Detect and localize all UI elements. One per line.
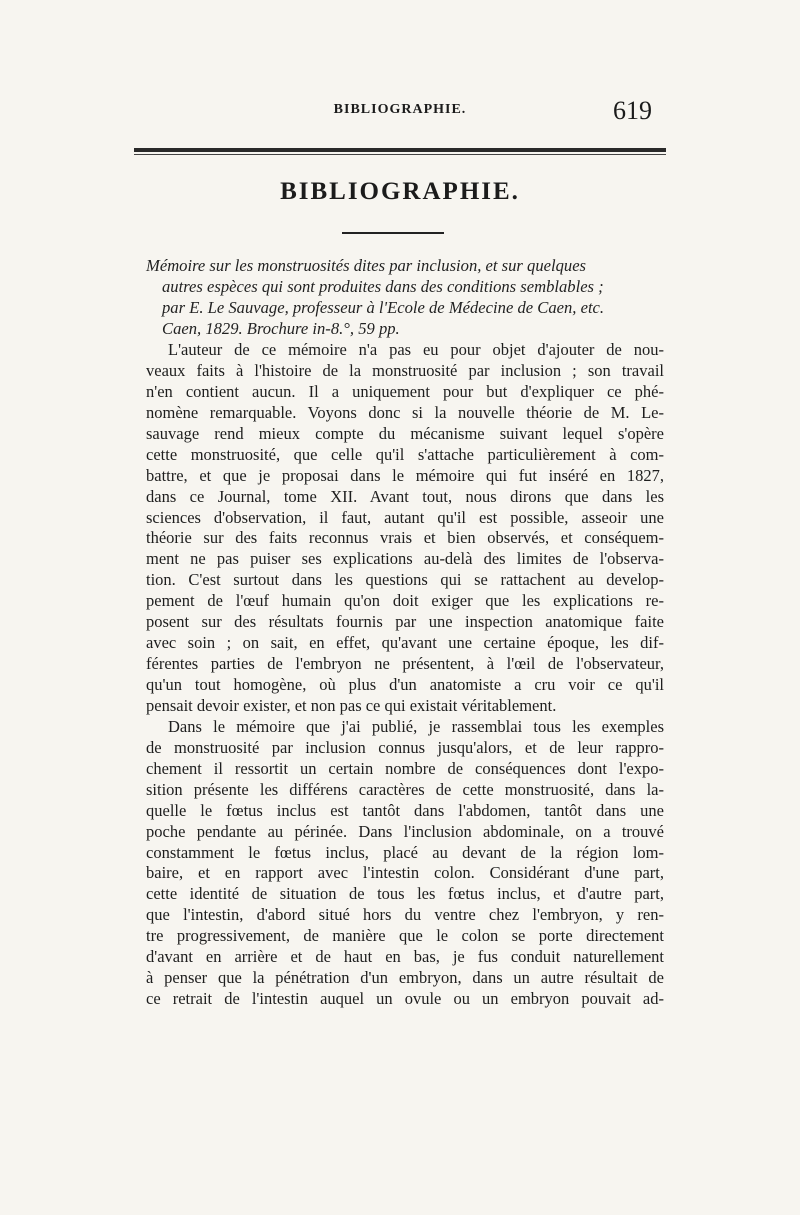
page-number: 619 bbox=[613, 96, 652, 125]
text-line: baire, et en rapport avec l'intestin colon. Considérant d'une part, bbox=[146, 863, 664, 883]
citation-line: Caen, 1829. Brochure in-8.°, 59 pp. bbox=[162, 319, 400, 338]
section-title: BIBLIOGRAPHIE. bbox=[280, 178, 520, 205]
text-line: poche pendante au périnée. Dans l'inclusion abdominale, on a trouvé bbox=[146, 821, 664, 841]
text-line: chement il ressortit un certain nombre de conséquences dont l'expo- bbox=[146, 758, 664, 778]
text-line: dans ce Journal, tome XII. Avant tout, nous dirons que dans les bbox=[146, 486, 664, 506]
text-line: veaux faits à l'histoire de la monstruosité par inclusion ; son travail bbox=[146, 360, 664, 380]
text-line: de monstruosité par inclusion connus jusqu'alors, et de leur rappro- bbox=[146, 737, 664, 757]
text-line: à penser que la pénétration d'un embryon, dans un autre résultait de bbox=[146, 968, 664, 988]
text-line: nomène remarquable. Voyons donc si la nouvelle théorie de M. Le- bbox=[146, 402, 664, 422]
text-line: constamment le fœtus inclus, placé au devant de la région lom- bbox=[146, 842, 664, 862]
text-line: Dans le mémoire que j'ai publié, je rassemblai tous les exemples bbox=[168, 716, 664, 736]
text-line: théorie sur des faits reconnus vrais et bien observés, et conséquem- bbox=[146, 528, 664, 548]
running-head bbox=[140, 96, 660, 130]
text-line: ce retrait de l'intestin auquel un ovule ou un embryon pouvait ad- bbox=[146, 989, 664, 1009]
text-line: posent sur des résultats fournis par une inspection anatomique faite bbox=[146, 612, 664, 632]
text-line: sauvage rend mieux compte du mécanisme suivant lequel s'opère bbox=[146, 423, 664, 443]
text-line: qu'un tout homogène, où plus d'un anatomiste a cru voir ce qu'il bbox=[146, 675, 664, 694]
text-line: n'en contient aucun. Il a uniquement pour but d'expliquer ce phé- bbox=[146, 381, 664, 401]
text-line: pensait devoir exister, et non pas ce qui existait véritablement. bbox=[146, 695, 557, 715]
running-title: BIBLIOGRAPHIE. bbox=[333, 102, 467, 117]
text-line: tion. C'est surtout dans les questions qui se rattachent au develop- bbox=[146, 570, 664, 590]
text-line: férentes parties de l'embryon ne présentent, à l'œil de l'observateur, bbox=[146, 654, 664, 674]
text-line: battre, et que je proposai dans le mémoire qui fut inséré en 1827, bbox=[146, 465, 664, 485]
text-line: pement de l'œuf humain qu'on doit exiger que les explications re- bbox=[146, 591, 664, 611]
text-line: ment ne pas puiser ses explications au-delà des limites de l'observa- bbox=[146, 549, 664, 569]
text-line: tre progressivement, de manière que le colon se porte directement bbox=[146, 926, 664, 946]
text-line: sciences d'observation, il faut, autant qu'il est possible, asseoir une bbox=[146, 507, 664, 527]
text-line: avec soin ; on sait, en effet, qu'avant une certaine époque, les dif- bbox=[146, 633, 664, 653]
text-line: d'avant en arrière et de haut en bas, je fus conduit naturellement bbox=[146, 947, 664, 967]
text-line: L'auteur de ce mémoire n'a pas eu pour objet d'ajouter de nou- bbox=[168, 340, 664, 359]
header-rule-thick bbox=[134, 148, 666, 152]
text-line: que l'intestin, d'abord situé hors du ventre chez l'embryon, y ren- bbox=[146, 905, 664, 925]
text-line: cette identité de situation de tous les fœtus inclus, et d'autre part, bbox=[146, 884, 664, 904]
citation-line: Mémoire sur les monstruosités dites par inclusion, et sur quelques bbox=[146, 256, 587, 275]
header-rule-thin bbox=[134, 154, 666, 155]
citation-line: par E. Le Sauvage, professeur à l'Ecole de Médecine de Caen, etc. bbox=[162, 298, 605, 317]
text-line: quelle le fœtus inclus est tantôt dans l'abdomen, tantôt dans une bbox=[146, 800, 664, 820]
title-rule bbox=[342, 232, 444, 234]
body-text bbox=[146, 340, 664, 1010]
text-line: sition présente les différens caractères de cette monstruosité, dans la- bbox=[146, 779, 664, 799]
text-line: cette monstruosité, que celle qu'il s'attache particulièrement à com- bbox=[146, 444, 664, 464]
bibliographic-citation bbox=[146, 255, 660, 339]
citation-line: autres espèces qui sont produites dans des conditions semblables ; bbox=[162, 277, 604, 296]
